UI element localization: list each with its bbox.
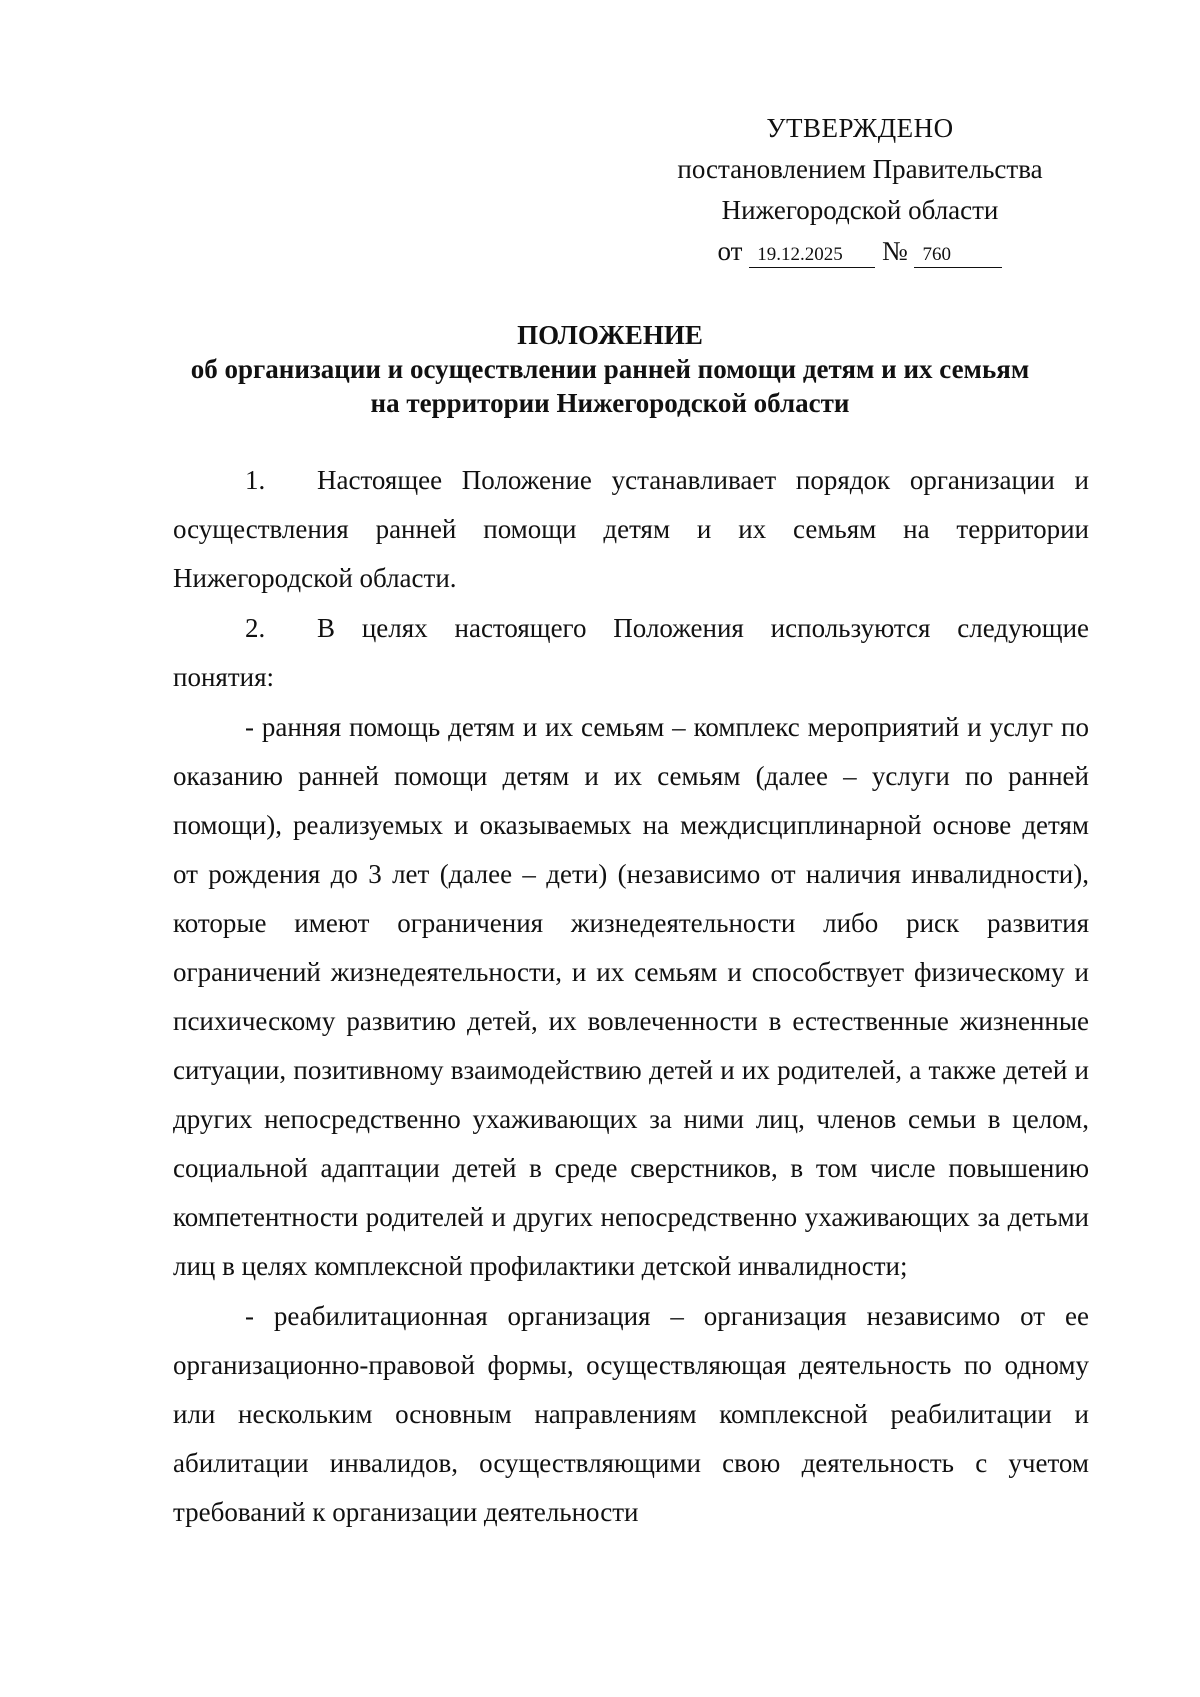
approval-line-2: Нижегородской области bbox=[721, 195, 999, 225]
paragraph-2 bbox=[173, 604, 1089, 702]
approval-number: 760 bbox=[914, 243, 1002, 268]
definition-rehab-organization: - реабилитационная организация – организация независимо от ее организационно-правовой формы, осуществляющая деятельность по одному или нескольким основным направлениям комплексной реабилитации и абилитации инвалидов, осуществляющими свою деятельность с учетом требований к организации деятельности bbox=[173, 1301, 1089, 1527]
paragraph-1 bbox=[173, 456, 1089, 603]
paragraph-1-number: 1. bbox=[245, 465, 266, 495]
from-label: от bbox=[717, 236, 743, 266]
approval-line-1: постановлением Правительства bbox=[677, 154, 1043, 184]
paragraph-2-text: В целях настоящего Положения используются следующие понятия: bbox=[173, 613, 1089, 692]
document-body bbox=[173, 456, 1089, 1537]
approval-block bbox=[650, 108, 1070, 272]
approval-stamp-heading: УТВЕРЖДЕНО bbox=[766, 113, 954, 143]
title-heading: ПОЛОЖЕНИЕ bbox=[517, 320, 703, 350]
paragraph-2-number: 2. bbox=[245, 613, 266, 643]
title-line-1: об организации и осуществлении ранней помощи детям и их семьям bbox=[190, 354, 1030, 384]
number-label: № bbox=[881, 236, 908, 266]
approval-date-number-line bbox=[650, 231, 1070, 272]
title-line-2: на территории Нижегородской области bbox=[370, 388, 850, 418]
document-title bbox=[160, 318, 1060, 420]
approval-date: 19.12.2025 bbox=[749, 243, 875, 268]
paragraph-1-text: Настоящее Положение устанавливает порядок организации и осуществления ранней помощи детям и их семьям на территории Нижегородской области. bbox=[173, 465, 1089, 593]
definition-early-help: - ранняя помощь детям и их семьям – комплекс мероприятий и услуг по оказанию ранней помощи детям и их семьям (далее – услуги по ранней помощи), реализуемых и оказываемых на междисциплинарной основе детям от рождения до 3 лет (далее – дети) (независимо от наличия инвалидности), которые имеют ограничения жизнедеятельности либо риск развития ограничений жизнедеятельности, и их семьям и способствует физическому и психическому развитию детей, их вовлеченности в естественные жизненные ситуации, позитивному взаимодействию детей и их родителей, а также детей и других непосредственно ухаживающих за ними лиц, членов семьи в целом, социальной адаптации детей в среде сверстников, в том числе повышению компетентности родителей и других непосредственно ухаживающих за детьми лиц в целях комплексной профилактики детской инвалидности; bbox=[173, 712, 1089, 1281]
